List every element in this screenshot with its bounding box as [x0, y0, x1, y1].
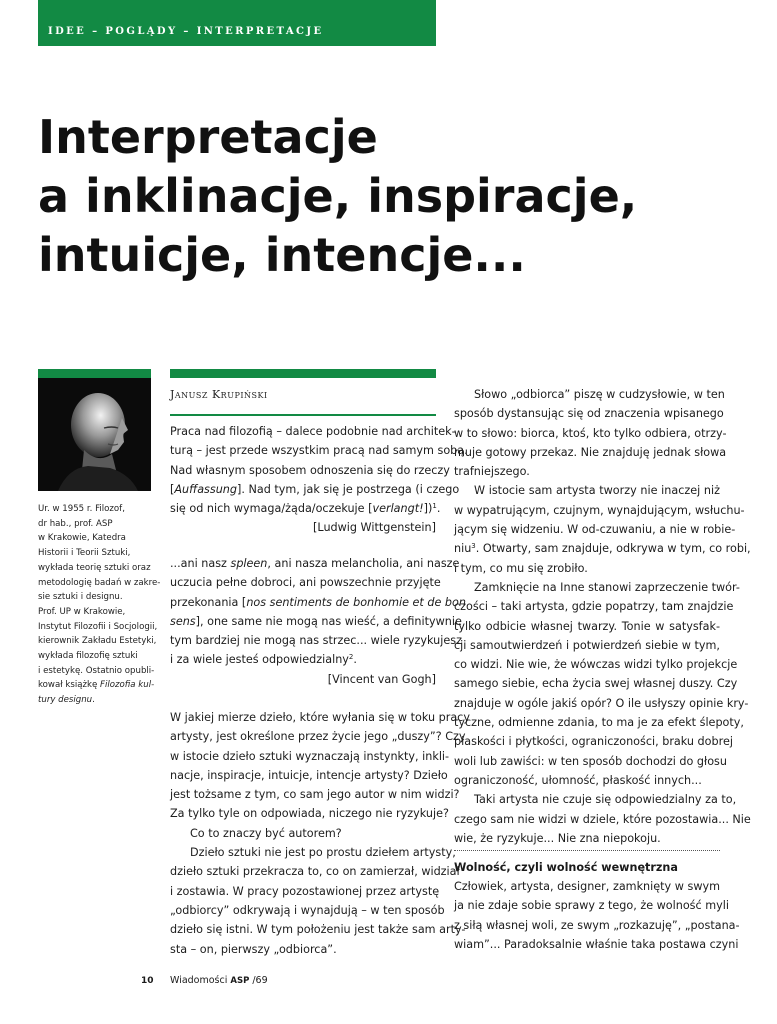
- photo-accent-bar: [38, 369, 151, 378]
- bio-line: i estetykę. Ostatnio opubli-: [38, 665, 155, 676]
- section-divider: [454, 850, 720, 851]
- article-title: [38, 108, 758, 285]
- quote-attribution: [Vincent van Gogh]: [327, 672, 436, 686]
- book-title: tury designu: [38, 695, 93, 706]
- bio-line: Ur. w 1955 r. Filozof,: [38, 504, 125, 514]
- bio-line: kował książkę Filozofia kul-: [38, 680, 155, 691]
- bio-line: wykłada filozofię sztuki: [38, 651, 138, 662]
- author-bio: [38, 502, 161, 708]
- bio-line: wykłada teorię sztuki oraz: [38, 562, 151, 573]
- column-accent-bar: [170, 369, 436, 378]
- footnote-ref: 2: [348, 653, 354, 662]
- bio-line: w Krakowie, Katedra: [38, 533, 126, 544]
- title-line-2: a inklinacje, inspiracje,: [38, 169, 638, 223]
- page-number: 10: [141, 976, 154, 986]
- epigraph-van-gogh: ...ani nasz spleen, ani nasza melancholia, ani nasze uczucia pełne dobroci, ani powszechnie przyjęte przekonania [nos sentiments de bonhomie et de bon sens], one same nie mogą nas wieść, a definitywnie tym bardziej nie mogą nas strzec... wiele ryzykujesz i za wiele jesteś odpowiedzialny$^2$. [Vincent van Gogh]: [170, 554, 436, 689]
- magazine-name: Wiadomości ASP /69: [170, 975, 268, 986]
- epigraph-wittgenstein: Praca nad filozofią – dalece podobnie nad architek- turą – jest przede wszystkim pracą nad samym sobą. Nad własnym sposobem odnoszenia się do rzeczy [Auffassung]. Nad tym, jak się je postrzega (i czego się od nich wymaga/żąda/oczekuje [verlangt!])$^1$. [Ludwig Wittgenstein]: [170, 422, 436, 538]
- body-paragraph: W jakiej mierze dzieło, które wyłania się w toku pracy artysty, jest określone przez życie jego „duszy”? Czy w istocie dzieło sztuki wyznaczają instynkty, inkli- nacje, inspiracje, intuicje, intencje artysty? Dzieło jest tożsame z tym, co sam jego autor w nim widzi? Za tylko tyle on odpowiada, niczego nie ryzykuje? Co to znaczy być autorem? Dzieło sztuki nie jest po prostu dziełem artysty, dzieło sztuki przekracza to, co on zamierzał, widział i zostawia. W pracy pozostawionej przez artystę „odbiorcy” odkrywają i wynajdują – w ten sposób dzieło się istni. W tym położeniu jest także sam arty- sta – on, pierwszy „odbiorca”.: [170, 711, 470, 956]
- body-column-3: Słowo „odbiorca” piszę w cudzysłowie, w ten sposób dystansując się od znaczenia wpisanego w to słowo: biorca, ktoś, kto tylko odbiera, otrzy- muje gotowy przekaz. Nie znajduję jednak słowa trafniejszego. W istocie sam artysta tworzy nie inaczej niż w wypatrującym, czujnym, wynajdującym, wsłuchu- jącym się widzeniu. W od-czuwaniu, a nie w robie- niu$^3$. Otwarty, sam znajduje, odkrywa w tym, co robi, i tym, co mu się zrobiło. Zamknięcie na Inne stanowi zaprzeczenie twór- czości – taki artysta, gdzie popatrzy, tam znajdzie tylko odbicie własnej twarzy. Tonie w satysfak- cji samoutwierdzeń i potwierdzeń siebie w tym, co widzi. Nie wie, że wówczas widzi tylko projekcje samego siebie, echa życia swej własnej duszy. Czy znajduje w ogóle jakiś opór? O ile usłyszy opinie kry- tyczne, odmienne zdania, to ma je za efekt ślepoty, płaskości i płytkości, ograniczoności, braku dobrej woli lub zawiści: w ten sposób dochodzi do głosu ograniczoność, ułomność, płaskość innych... Taki artysta nie czuje się odpowiedzialny za to, czego sam nie widzi w dziele, które pozostawia... Nie wie, że ryzykuje... Nie zna niepokoju.: [454, 388, 751, 845]
- bio-line: Prof. UP w Krakowie,: [38, 606, 126, 617]
- author-name: Janusz Krupiński: [170, 388, 268, 401]
- bio-line: sie sztuki i designu.: [38, 592, 123, 603]
- bio-line: dr hab., prof. ASP: [38, 518, 113, 529]
- subheading: Wolność, czyli wolność wewnętrzna: [454, 861, 678, 874]
- title-line-1: Interpretacje: [38, 110, 378, 164]
- bio-line: Instytut Filozofii i Socjologii,: [38, 621, 158, 632]
- quote-attribution: [Ludwig Wittgenstein]: [313, 521, 436, 535]
- title-line-3: intuicje, intencje...: [38, 228, 526, 282]
- bio-line: tury designu.: [38, 695, 95, 706]
- book-title: Filozofia kul-: [100, 680, 155, 691]
- bio-line: kierownik Zakładu Estetyki,: [38, 636, 157, 647]
- footnote-ref: 3: [471, 542, 476, 551]
- section-header: [38, 0, 436, 46]
- bio-line: metodologię badań w zakre-: [38, 577, 161, 588]
- footnote-ref: 1: [432, 502, 437, 511]
- bio-line: Historii i Teorii Sztuki,: [38, 548, 131, 559]
- author-portrait-image: [38, 378, 151, 491]
- body-column-3-continued: Człowiek, artysta, designer, zamknięty w swym ja nie zdaje sobie sprawy z tego, że wolność myli z siłą własnej woli, ze swym „rozkazuję”, „postana- wiam”... Paradoksalnie właśnie taka postawa czyni: [454, 880, 740, 951]
- author-rule: [170, 414, 436, 416]
- author-photo: [38, 378, 151, 491]
- section-label: IDEE – POGLĄDY – INTERPRETACJE: [48, 26, 324, 37]
